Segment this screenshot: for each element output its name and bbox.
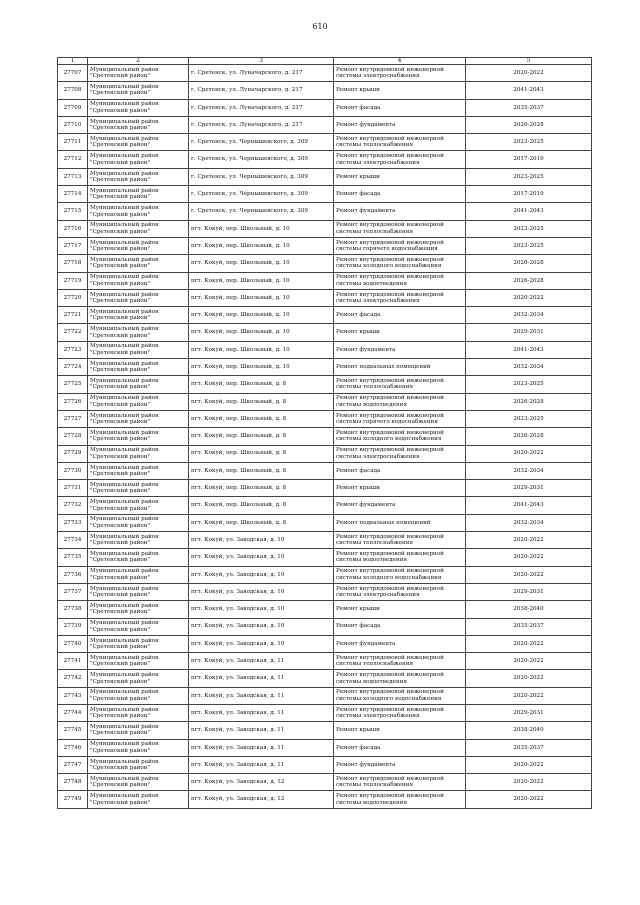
address-cell: г. Сретенск, ул. Чернышевского, д. 309 (189, 151, 334, 168)
work-type-cell: Ремонт внутридомовой инженерной системы теплоснабжения (334, 220, 466, 237)
address-cell: г. Сретенск, ул. Луначарского, д. 217 (189, 99, 334, 116)
work-type-cell: Ремонт фасада (334, 739, 466, 756)
row-number: 27720 (58, 289, 88, 306)
row-number: 27718 (58, 255, 88, 272)
address-cell: г. Сретенск, ул. Луначарского, д. 217 (189, 116, 334, 133)
period-cell: 2020-2022 (466, 774, 592, 791)
row-number: 27727 (58, 410, 88, 427)
table-row (58, 186, 592, 203)
municipality-cell: Муниципальный район "Сретенский район" (88, 341, 189, 358)
period-cell: 2026-2028 (466, 116, 592, 133)
municipality-cell: Муниципальный район "Сретенский район" (88, 566, 189, 583)
row-number: 27708 (58, 82, 88, 99)
header-cell-4: 4 (334, 58, 466, 65)
table-row (58, 99, 592, 116)
table-row (58, 687, 592, 704)
row-number: 27732 (58, 497, 88, 514)
municipality-cell: Муниципальный район "Сретенский район" (88, 687, 189, 704)
row-number: 27715 (58, 203, 88, 220)
municipality-cell: Муниципальный район "Сретенский район" (88, 514, 189, 531)
work-type-cell: Ремонт крыши (334, 601, 466, 618)
work-type-cell: Ремонт внутридомовой инженерной системы холодного водоснабжения (334, 566, 466, 583)
table-row (58, 532, 592, 549)
work-type-cell: Ремонт внутридомовой инженерной системы водоотведения (334, 272, 466, 289)
table-row (58, 168, 592, 185)
row-number: 27726 (58, 393, 88, 410)
period-cell: 2041-2043 (466, 203, 592, 220)
address-cell: пгт. Кокуй, пер. Школьный, д. 10 (189, 237, 334, 254)
work-type-cell: Ремонт внутридомовой инженерной системы теплоснабжения (334, 774, 466, 791)
period-cell: 2023-2025 (466, 168, 592, 185)
table-row (58, 410, 592, 427)
address-cell: пгт. Кокуй, пер. Школьный, д. 10 (189, 359, 334, 376)
address-cell: пгт. Кокуй, пер. Школьный, д. 8 (189, 462, 334, 479)
address-cell: пгт. Кокуй, пер. Школьный, д. 10 (189, 341, 334, 358)
period-cell: 2020-2022 (466, 653, 592, 670)
address-cell: пгт. Кокуй, ул. Заводская, д. 10 (189, 549, 334, 566)
table-row (58, 134, 592, 151)
municipality-cell: Муниципальный район "Сретенский район" (88, 186, 189, 203)
work-type-cell: Ремонт внутридомовой инженерной системы электроснабжения (334, 151, 466, 168)
table-row (58, 722, 592, 739)
municipality-cell: Муниципальный район "Сретенский район" (88, 480, 189, 497)
municipality-cell: Муниципальный район "Сретенский район" (88, 324, 189, 341)
period-cell: 2020-2022 (466, 65, 592, 82)
table-row (58, 497, 592, 514)
row-number: 27711 (58, 134, 88, 151)
work-type-cell: Ремонт внутридомовой инженерной системы горячего водоснабжения (334, 410, 466, 427)
row-number: 27723 (58, 341, 88, 358)
row-number: 27743 (58, 687, 88, 704)
municipality-cell: Муниципальный район "Сретенский район" (88, 549, 189, 566)
table-row (58, 203, 592, 220)
header-cell-1: 1 (58, 58, 88, 65)
address-cell: пгт. Кокуй, ул. Заводская, д. 12 (189, 774, 334, 791)
address-cell: пгт. Кокуй, ул. Заводская, д. 11 (189, 722, 334, 739)
table-row (58, 324, 592, 341)
row-number: 27749 (58, 791, 88, 808)
municipality-cell: Муниципальный район "Сретенский район" (88, 393, 189, 410)
row-number: 27709 (58, 99, 88, 116)
page-number: 610 (312, 22, 328, 31)
work-type-cell: Ремонт крыши (334, 324, 466, 341)
table-row (58, 756, 592, 773)
municipality-cell: Муниципальный район "Сретенский район" (88, 618, 189, 635)
address-cell: пгт. Кокуй, ул. Заводская, д. 10 (189, 618, 334, 635)
row-number: 27714 (58, 186, 88, 203)
row-number: 27733 (58, 514, 88, 531)
period-cell: 2020-2022 (466, 756, 592, 773)
work-type-cell: Ремонт внутридомовой инженерной системы холодного водоснабжения (334, 255, 466, 272)
row-number: 27735 (58, 549, 88, 566)
period-cell: 2035-2037 (466, 99, 592, 116)
table-row (58, 514, 592, 531)
address-cell: пгт. Кокуй, ул. Заводская, д. 11 (189, 756, 334, 773)
row-number: 27707 (58, 65, 88, 82)
period-cell: 2029-2031 (466, 583, 592, 600)
municipality-cell: Муниципальный район "Сретенский район" (88, 272, 189, 289)
row-number: 27742 (58, 670, 88, 687)
period-cell: 2041-2043 (466, 341, 592, 358)
table-row (58, 289, 592, 306)
municipality-cell: Муниципальный район "Сретенский район" (88, 168, 189, 185)
table-row (58, 670, 592, 687)
capital-repair-table (57, 57, 592, 809)
period-cell: 2032-2034 (466, 307, 592, 324)
period-cell: 2026-2028 (466, 393, 592, 410)
address-cell: пгт. Кокуй, пер. Школьный, д. 8 (189, 410, 334, 427)
work-type-cell: Ремонт внутридомовой инженерной системы водоотведения (334, 791, 466, 808)
table-row (58, 376, 592, 393)
row-number: 27731 (58, 480, 88, 497)
row-number: 27712 (58, 151, 88, 168)
address-cell: пгт. Кокуй, ул. Заводская, д. 10 (189, 635, 334, 652)
municipality-cell: Муниципальный район "Сретенский район" (88, 151, 189, 168)
table-row (58, 601, 592, 618)
work-type-cell: Ремонт крыши (334, 722, 466, 739)
address-cell: пгт. Кокуй, ул. Заводская, д. 10 (189, 566, 334, 583)
municipality-cell: Муниципальный район "Сретенский район" (88, 462, 189, 479)
municipality-cell: Муниципальный район "Сретенский район" (88, 653, 189, 670)
address-cell: пгт. Кокуй, ул. Заводская, д. 11 (189, 704, 334, 721)
table-row (58, 480, 592, 497)
period-cell: 2041-2043 (466, 82, 592, 99)
municipality-cell: Муниципальный район "Сретенский район" (88, 532, 189, 549)
table-row (58, 566, 592, 583)
municipality-cell: Муниципальный район "Сретенский район" (88, 82, 189, 99)
municipality-cell: Муниципальный район "Сретенский район" (88, 791, 189, 808)
work-type-cell: Ремонт фасада (334, 462, 466, 479)
table-row (58, 151, 592, 168)
table-row (58, 307, 592, 324)
municipality-cell: Муниципальный район "Сретенский район" (88, 237, 189, 254)
work-type-cell: Ремонт внутридомовой инженерной системы электроснабжения (334, 289, 466, 306)
table-row (58, 583, 592, 600)
table-row (58, 739, 592, 756)
period-cell: 2023-2025 (466, 220, 592, 237)
period-cell: 2032-2034 (466, 359, 592, 376)
period-cell: 2032-2034 (466, 514, 592, 531)
row-number: 27734 (58, 532, 88, 549)
header-cell-5: 5 (466, 58, 592, 65)
address-cell: пгт. Кокуй, пер. Школьный, д. 10 (189, 272, 334, 289)
address-cell: пгт. Кокуй, пер. Школьный, д. 8 (189, 445, 334, 462)
work-type-cell: Ремонт внутридомовой инженерной системы водоотведения (334, 393, 466, 410)
work-type-cell: Ремонт фасада (334, 618, 466, 635)
municipality-cell: Муниципальный район "Сретенский район" (88, 116, 189, 133)
address-cell: г. Сретенск, ул. Чернышевского, д. 309 (189, 134, 334, 151)
address-cell: г. Сретенск, ул. Луначарского, д. 217 (189, 82, 334, 99)
row-number: 27738 (58, 601, 88, 618)
municipality-cell: Муниципальный район "Сретенский район" (88, 601, 189, 618)
work-type-cell: Ремонт крыши (334, 82, 466, 99)
header-cell-3: 3 (189, 58, 334, 65)
municipality-cell: Муниципальный район "Сретенский район" (88, 635, 189, 652)
period-cell: 2020-2022 (466, 670, 592, 687)
municipality-cell: Муниципальный район "Сретенский район" (88, 583, 189, 600)
address-cell: пгт. Кокуй, ул. Заводская, д. 12 (189, 791, 334, 808)
municipality-cell: Муниципальный район "Сретенский район" (88, 307, 189, 324)
row-number: 27739 (58, 618, 88, 635)
period-cell: 2023-2025 (466, 410, 592, 427)
period-cell: 2020-2022 (466, 791, 592, 808)
table-row (58, 791, 592, 808)
address-cell: пгт. Кокуй, пер. Школьный, д. 10 (189, 289, 334, 306)
period-cell: 2026-2028 (466, 255, 592, 272)
period-cell: 2017-2019 (466, 151, 592, 168)
row-number: 27728 (58, 428, 88, 445)
row-number: 27741 (58, 653, 88, 670)
address-cell: г. Сретенск, ул. Чернышевского, д. 309 (189, 168, 334, 185)
period-cell: 2020-2022 (466, 566, 592, 583)
work-type-cell: Ремонт фасада (334, 186, 466, 203)
address-cell: пгт. Кокуй, пер. Школьный, д. 8 (189, 514, 334, 531)
row-number: 27740 (58, 635, 88, 652)
period-cell: 2023-2025 (466, 376, 592, 393)
address-cell: пгт. Кокуй, пер. Школьный, д. 10 (189, 324, 334, 341)
period-cell: 2035-2037 (466, 739, 592, 756)
table-row (58, 359, 592, 376)
period-cell: 2020-2022 (466, 289, 592, 306)
row-number: 27748 (58, 774, 88, 791)
table-row (58, 635, 592, 652)
table-row (58, 272, 592, 289)
row-number: 27710 (58, 116, 88, 133)
address-cell: г. Сретенск, ул. Чернышевского, д. 309 (189, 203, 334, 220)
work-type-cell: Ремонт внутридомовой инженерной системы водоотведения (334, 549, 466, 566)
period-cell: 2020-2022 (466, 687, 592, 704)
work-type-cell: Ремонт внутридомовой инженерной системы электроснабжения (334, 445, 466, 462)
header-cell-2: 2 (88, 58, 189, 65)
municipality-cell: Муниципальный район "Сретенский район" (88, 704, 189, 721)
work-type-cell: Ремонт подвальных помещений (334, 514, 466, 531)
address-cell: пгт. Кокуй, ул. Заводская, д. 11 (189, 670, 334, 687)
municipality-cell: Муниципальный район "Сретенский район" (88, 670, 189, 687)
table-row (58, 445, 592, 462)
address-cell: пгт. Кокуй, пер. Школьный, д. 8 (189, 428, 334, 445)
row-number: 27713 (58, 168, 88, 185)
municipality-cell: Муниципальный район "Сретенский район" (88, 134, 189, 151)
table-row (58, 116, 592, 133)
address-cell: пгт. Кокуй, ул. Заводская, д. 10 (189, 601, 334, 618)
address-cell: пгт. Кокуй, пер. Школьный, д. 8 (189, 393, 334, 410)
row-number: 27716 (58, 220, 88, 237)
work-type-cell: Ремонт фундамента (334, 116, 466, 133)
period-cell: 2020-2022 (466, 445, 592, 462)
period-cell: 2020-2022 (466, 549, 592, 566)
work-type-cell: Ремонт крыши (334, 480, 466, 497)
address-cell: пгт. Кокуй, ул. Заводская, д. 10 (189, 532, 334, 549)
municipality-cell: Муниципальный район "Сретенский район" (88, 220, 189, 237)
row-number: 27746 (58, 739, 88, 756)
row-number: 27729 (58, 445, 88, 462)
period-cell: 2029-2031 (466, 704, 592, 721)
work-type-cell: Ремонт внутридомовой инженерной системы холодного водоснабжения (334, 687, 466, 704)
work-type-cell: Ремонт внутридомовой инженерной системы теплоснабжения (334, 376, 466, 393)
work-type-cell: Ремонт подвальных помещений (334, 359, 466, 376)
address-cell: пгт. Кокуй, пер. Школьный, д. 8 (189, 480, 334, 497)
period-cell: 2026-2028 (466, 428, 592, 445)
period-cell: 2026-2028 (466, 272, 592, 289)
municipality-cell: Муниципальный район "Сретенский район" (88, 65, 189, 82)
row-number: 27747 (58, 756, 88, 773)
address-cell: пгт. Кокуй, ул. Заводская, д. 10 (189, 583, 334, 600)
row-number: 27722 (58, 324, 88, 341)
address-cell: г. Сретенск, ул. Луначарского, д. 217 (189, 65, 334, 82)
municipality-cell: Муниципальный район "Сретенский район" (88, 99, 189, 116)
table-row (58, 704, 592, 721)
period-cell: 2038-2040 (466, 722, 592, 739)
address-cell: пгт. Кокуй, пер. Школьный, д. 8 (189, 497, 334, 514)
row-number: 27721 (58, 307, 88, 324)
period-cell: 2029-2031 (466, 324, 592, 341)
work-type-cell: Ремонт фундамента (334, 341, 466, 358)
address-cell: пгт. Кокуй, пер. Школьный, д. 10 (189, 220, 334, 237)
row-number: 27745 (58, 722, 88, 739)
municipality-cell: Муниципальный район "Сретенский район" (88, 428, 189, 445)
address-cell: пгт. Кокуй, пер. Школьный, д. 8 (189, 376, 334, 393)
table-row (58, 65, 592, 82)
row-number: 27717 (58, 237, 88, 254)
period-cell: 2020-2022 (466, 635, 592, 652)
table-row (58, 255, 592, 272)
work-type-cell: Ремонт внутридомовой инженерной системы теплоснабжения (334, 653, 466, 670)
row-number: 27724 (58, 359, 88, 376)
row-number: 27725 (58, 376, 88, 393)
work-type-cell: Ремонт внутридомовой инженерной системы теплоснабжения (334, 134, 466, 151)
period-cell: 2023-2025 (466, 134, 592, 151)
work-type-cell: Ремонт внутридомовой инженерной системы электроснабжения (334, 704, 466, 721)
header-row (58, 58, 592, 65)
municipality-cell: Муниципальный район "Сретенский район" (88, 445, 189, 462)
work-type-cell: Ремонт фасада (334, 307, 466, 324)
work-type-cell: Ремонт фундамента (334, 635, 466, 652)
municipality-cell: Муниципальный район "Сретенский район" (88, 410, 189, 427)
table-row (58, 618, 592, 635)
municipality-cell: Муниципальный район "Сретенский район" (88, 739, 189, 756)
table-row (58, 220, 592, 237)
work-type-cell: Ремонт внутридомовой инженерной системы электроснабжения (334, 583, 466, 600)
work-type-cell: Ремонт внутридомовой инженерной системы теплоснабжения (334, 532, 466, 549)
period-cell: 2032-2034 (466, 462, 592, 479)
address-cell: пгт. Кокуй, ул. Заводская, д. 11 (189, 687, 334, 704)
work-type-cell: Ремонт фундамента (334, 497, 466, 514)
work-type-cell: Ремонт крыши (334, 168, 466, 185)
address-cell: г. Сретенск, ул. Чернышевского, д. 309 (189, 186, 334, 203)
municipality-cell: Муниципальный район "Сретенский район" (88, 203, 189, 220)
table-row (58, 774, 592, 791)
table-row (58, 462, 592, 479)
municipality-cell: Муниципальный район "Сретенский район" (88, 289, 189, 306)
municipality-cell: Муниципальный район "Сретенский район" (88, 359, 189, 376)
address-cell: пгт. Кокуй, пер. Школьный, д. 10 (189, 255, 334, 272)
table-row (58, 393, 592, 410)
table-row (58, 82, 592, 99)
period-cell: 2020-2022 (466, 532, 592, 549)
table-row (58, 237, 592, 254)
period-cell: 2017-2019 (466, 186, 592, 203)
municipality-cell: Муниципальный район "Сретенский район" (88, 255, 189, 272)
period-cell: 2035-2037 (466, 618, 592, 635)
address-cell: пгт. Кокуй, ул. Заводская, д. 11 (189, 653, 334, 670)
row-number: 27730 (58, 462, 88, 479)
table-body (58, 58, 592, 809)
work-type-cell: Ремонт внутридомовой инженерной системы холодного водоснабжения (334, 428, 466, 445)
municipality-cell: Муниципальный район "Сретенский район" (88, 722, 189, 739)
row-number: 27736 (58, 566, 88, 583)
row-number: 27719 (58, 272, 88, 289)
work-type-cell: Ремонт внутридомовой инженерной системы горячего водоснабжения (334, 237, 466, 254)
work-type-cell: Ремонт внутридомовой инженерной системы электроснабжения (334, 65, 466, 82)
row-number: 27744 (58, 704, 88, 721)
table-row (58, 653, 592, 670)
work-type-cell: Ремонт внутридомовой инженерной системы водоотведения (334, 670, 466, 687)
row-number: 27737 (58, 583, 88, 600)
municipality-cell: Муниципальный район "Сретенский район" (88, 497, 189, 514)
address-cell: пгт. Кокуй, ул. Заводская, д. 11 (189, 739, 334, 756)
period-cell: 2041-2043 (466, 497, 592, 514)
table-row (58, 428, 592, 445)
table-row (58, 341, 592, 358)
work-type-cell: Ремонт фасада (334, 99, 466, 116)
address-cell: пгт. Кокуй, пер. Школьный, д. 10 (189, 307, 334, 324)
municipality-cell: Муниципальный район "Сретенский район" (88, 376, 189, 393)
work-type-cell: Ремонт фундамента (334, 756, 466, 773)
work-type-cell: Ремонт фундамента (334, 203, 466, 220)
municipality-cell: Муниципальный район "Сретенский район" (88, 774, 189, 791)
municipality-cell: Муниципальный район "Сретенский район" (88, 756, 189, 773)
period-cell: 2023-2025 (466, 237, 592, 254)
period-cell: 2038-2040 (466, 601, 592, 618)
table-row (58, 549, 592, 566)
period-cell: 2029-2031 (466, 480, 592, 497)
